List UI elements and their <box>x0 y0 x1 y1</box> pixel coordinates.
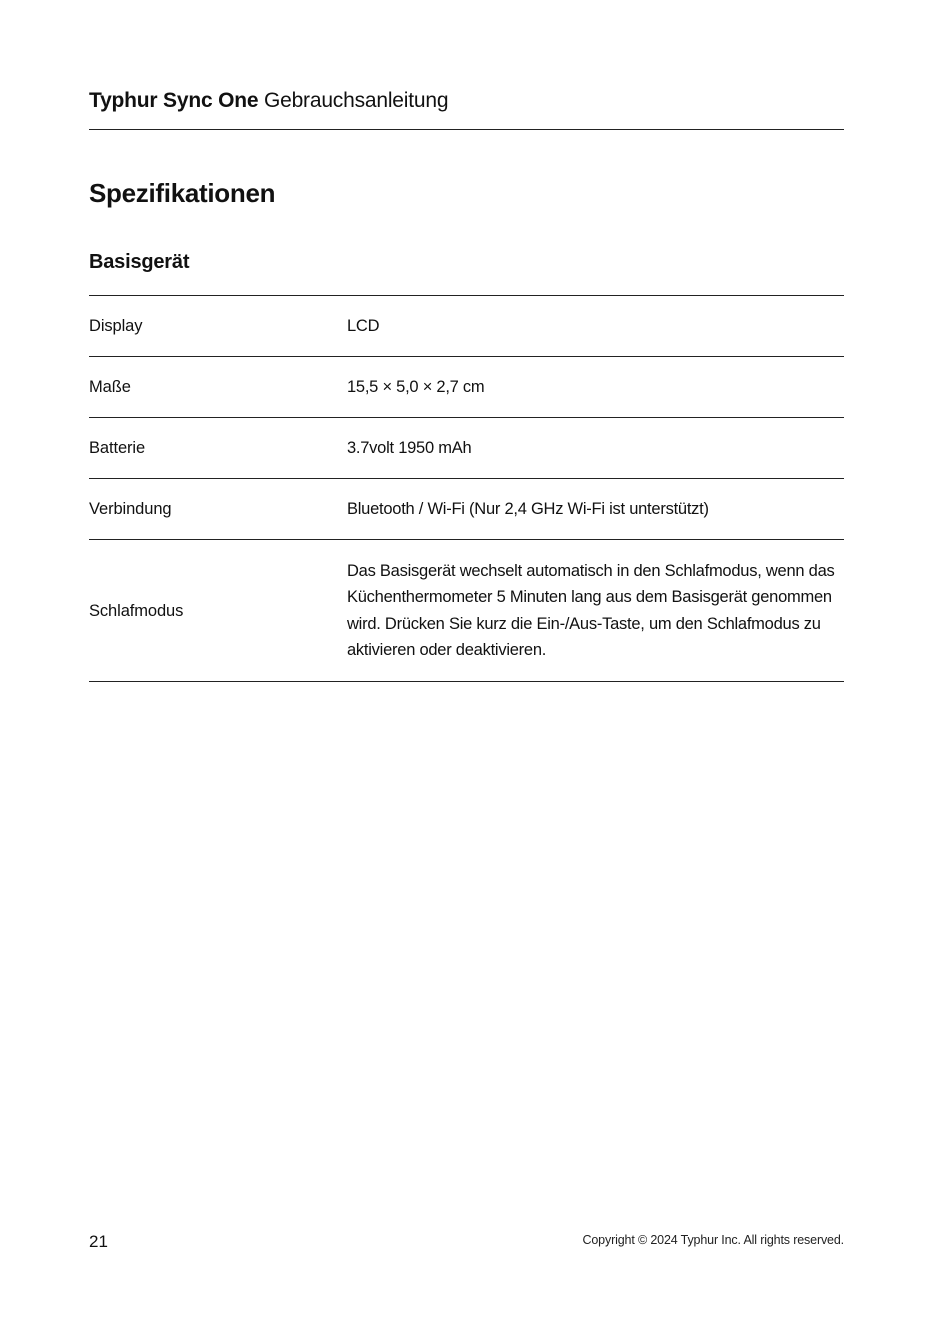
spec-row-sleep-mode <box>89 540 844 682</box>
spec-table <box>89 295 844 682</box>
copyright-notice: Copyright © 2024 Typhur Inc. All rights reserved. <box>582 1233 844 1247</box>
spec-label: Maße <box>89 378 131 396</box>
section-title: Spezifikationen <box>89 178 276 208</box>
spec-value: Bluetooth / Wi-Fi (Nur 2,4 GHz Wi-Fi ist unterstützt) <box>347 499 709 518</box>
header-document-name: Gebrauchsanleitung <box>263 89 449 112</box>
spec-value: LCD <box>347 316 380 335</box>
spec-row-connection <box>89 479 844 540</box>
spec-label: Display <box>89 317 143 335</box>
spec-row-display <box>89 296 844 357</box>
spec-value: 15,5 × 5,0 × 2,7 cm <box>347 377 485 396</box>
spec-label: Batterie <box>89 439 146 457</box>
spec-row-battery <box>89 418 844 479</box>
header-brand: Typhur Sync One <box>89 89 259 112</box>
spec-label: Schlafmodus <box>89 601 184 620</box>
spec-row-dimensions <box>89 357 844 418</box>
page-header <box>89 88 844 130</box>
subsection-title: Basisgerät <box>89 251 190 273</box>
spec-value: 3.7volt 1950 mAh <box>347 438 472 457</box>
spec-label: Verbindung <box>89 500 172 518</box>
spec-value: Das Basisgerät wechselt automatisch in den Schlafmodus, wenn das Küchenthermometer 5 Minuten lang aus dem Basisgerät genommen wird. Drücken Sie kurz die Ein-/Aus-Taste, um den Schlafmodus zu aktivieren oder deaktivieren. <box>347 561 835 659</box>
page-number: 21 <box>89 1232 108 1251</box>
header-title <box>89 88 844 114</box>
